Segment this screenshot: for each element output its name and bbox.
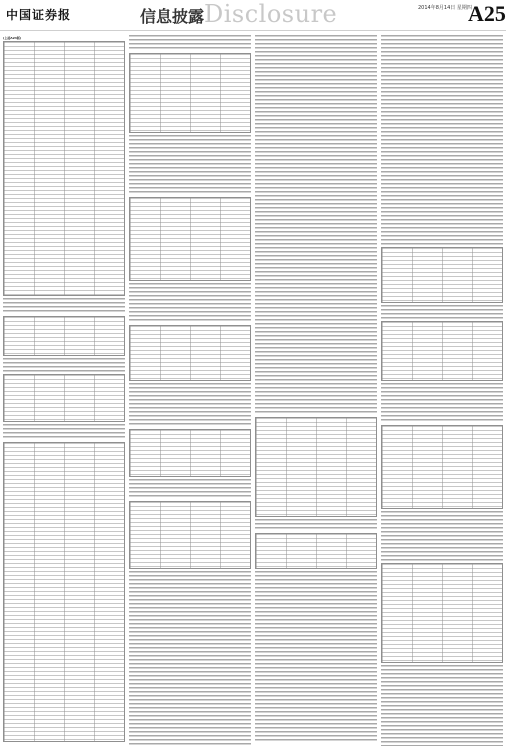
body-text bbox=[381, 35, 503, 245]
body-text bbox=[129, 135, 251, 195]
body-text bbox=[3, 298, 125, 314]
body-text bbox=[381, 665, 503, 746]
financial-table bbox=[129, 53, 251, 133]
body-text bbox=[381, 305, 503, 319]
body-text bbox=[255, 35, 377, 415]
column-1 bbox=[3, 34, 125, 746]
financial-table bbox=[3, 316, 125, 356]
body-text bbox=[129, 35, 251, 51]
financial-table bbox=[381, 563, 503, 663]
masthead bbox=[0, 0, 506, 31]
body-text bbox=[129, 283, 251, 323]
financial-table bbox=[381, 321, 503, 381]
body-text bbox=[255, 519, 377, 531]
body-text bbox=[3, 358, 125, 372]
continued-from-note: (上接A24版) bbox=[3, 36, 22, 40]
newspaper-name: 中国证券报 bbox=[6, 8, 72, 22]
financial-table bbox=[381, 425, 503, 509]
financial-table bbox=[255, 417, 377, 517]
body-text bbox=[129, 571, 251, 746]
financial-table bbox=[129, 325, 251, 381]
body-text bbox=[381, 511, 503, 561]
financial-table bbox=[3, 442, 125, 742]
body-text bbox=[381, 383, 503, 423]
financial-table bbox=[129, 501, 251, 569]
column-3 bbox=[255, 34, 377, 746]
issue-date: 2014年8月14日 星期四 bbox=[418, 5, 472, 11]
section-title: 信息披露 bbox=[140, 7, 205, 26]
body-text bbox=[255, 571, 377, 741]
financial-table bbox=[3, 374, 125, 422]
section-title-en: Disclosure bbox=[204, 0, 338, 28]
financial-table bbox=[3, 41, 125, 296]
column-2 bbox=[129, 34, 251, 746]
financial-table bbox=[129, 429, 251, 477]
body-text bbox=[3, 424, 125, 440]
financial-table bbox=[381, 247, 503, 303]
body-text bbox=[129, 383, 251, 427]
financial-table bbox=[129, 197, 251, 281]
page-number: A25 bbox=[468, 1, 506, 26]
financial-table bbox=[255, 533, 377, 569]
body-text bbox=[129, 479, 251, 499]
column-4 bbox=[381, 34, 503, 746]
